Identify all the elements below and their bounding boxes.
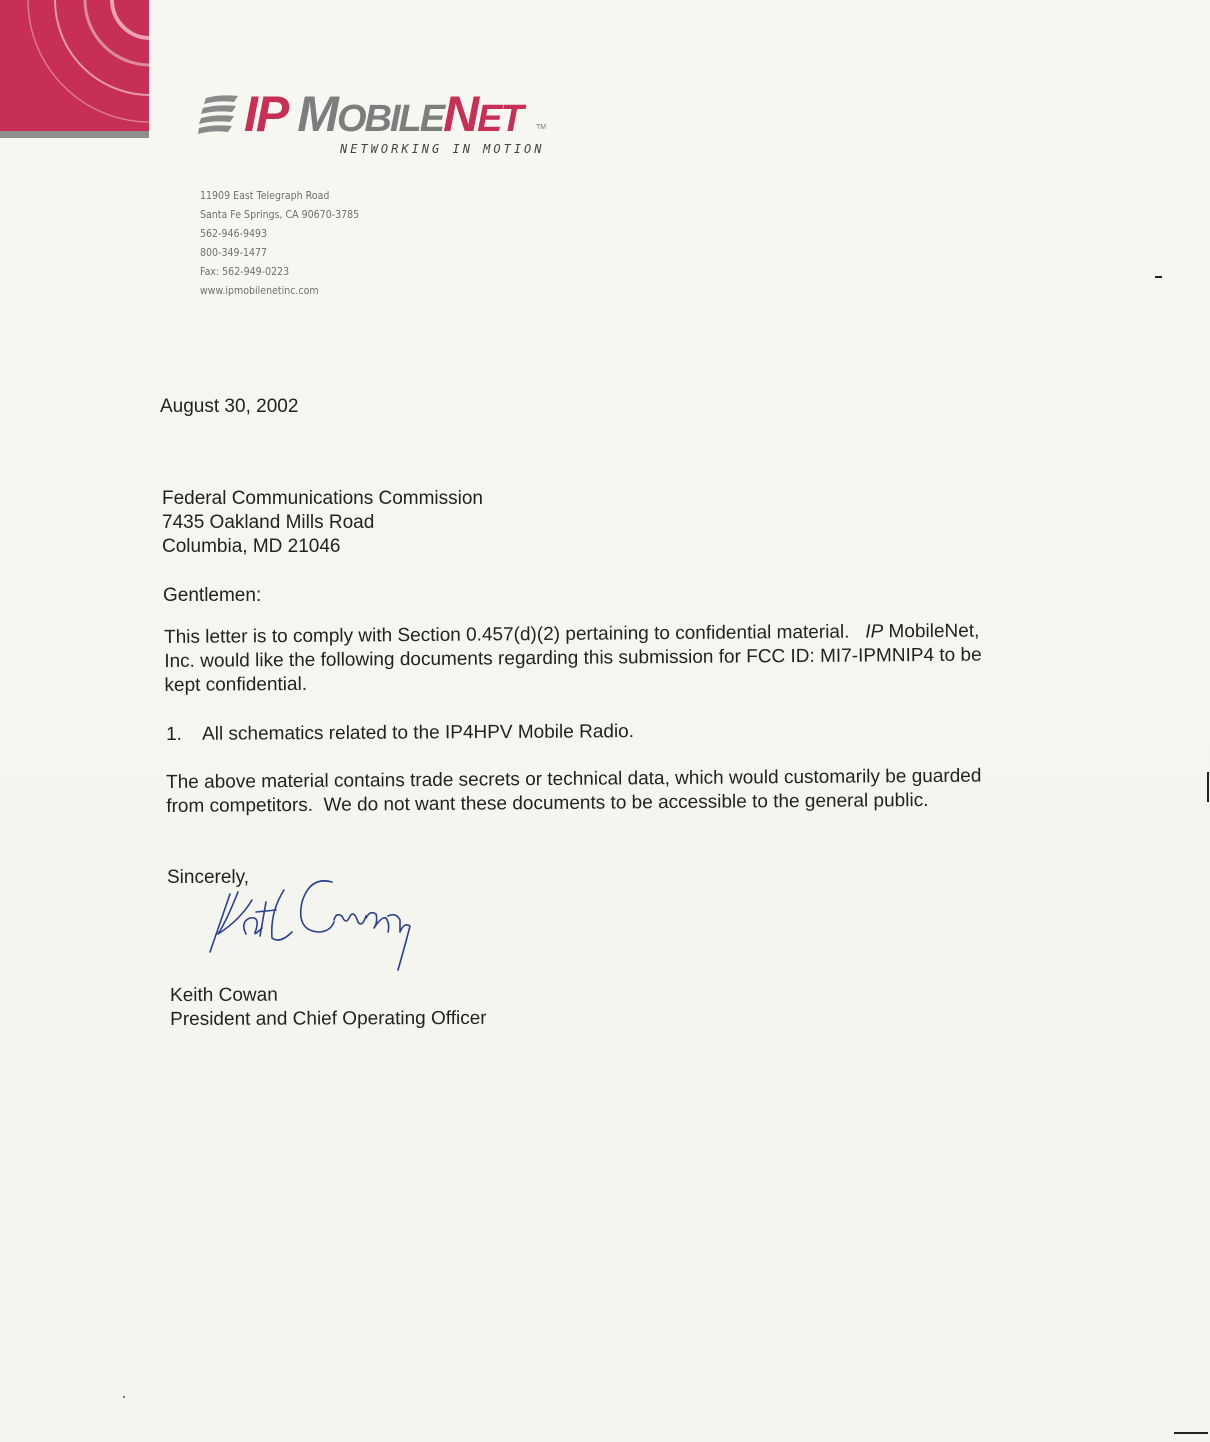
company-address (200, 186, 359, 300)
signature-image (200, 872, 420, 982)
recipient-line: 7435 Oakland Mills Road (162, 512, 375, 533)
paragraph-line: Inc. would like the following documents regarding this submission for FCC ID: MI7-IPMNIP4 to be (164, 644, 982, 672)
trademark-mark: TM (536, 124, 547, 131)
address-website: www.ipmobilenetinc.com (200, 284, 319, 297)
paragraph-text: This letter is to comply with Section 0.457(d)(2) pertaining to confidential material. (164, 621, 866, 648)
scan-mark (1174, 1432, 1208, 1434)
list-item (166, 720, 634, 747)
closing: Sincerely, (167, 867, 250, 888)
scan-mark (123, 1396, 125, 1398)
address-city: Santa Fe Springs, CA 90670-3785 (200, 208, 360, 221)
logo-wordmark: IP MOBILENET (244, 86, 522, 142)
recipient-line: Federal Communications Commission (162, 488, 483, 509)
body-paragraph (166, 765, 982, 819)
signer-block (170, 983, 487, 1032)
address-fax: Fax: 562-949-0223 (200, 265, 290, 278)
paragraph-text-italic: IP (865, 621, 884, 643)
paragraph-text: MobileNet, (883, 620, 980, 643)
list-text: All schematics related to the IP4HPV Mobile Radio. (202, 721, 635, 745)
recipient-line: Columbia, MD 21046 (162, 536, 341, 557)
paragraph-line: kept confidential. (164, 673, 308, 696)
paragraph-line: The above material contains trade secrets or technical data, which would customarily be guarded (166, 765, 982, 793)
address-tollfree: 800-349-1477 (200, 246, 268, 259)
corner-graphic (0, 0, 149, 138)
list-number: 1. (166, 723, 182, 745)
paragraph-line: from competitors. We do not want these documents to be accessible to the general public. (166, 790, 929, 817)
corner-gray-band (0, 131, 149, 138)
address-street: 11909 East Telegraph Road (200, 189, 330, 202)
scan-mark (1155, 276, 1162, 278)
letter-date: August 30, 2002 (160, 396, 299, 417)
signer-title: President and Chief Operating Officer (170, 1007, 487, 1030)
address-phone: 562-946-9493 (200, 227, 268, 240)
salutation: Gentlemen: (163, 585, 262, 606)
body-paragraph (164, 620, 982, 698)
recipient-address (162, 487, 483, 559)
scan-mark (1207, 772, 1209, 802)
logo-tagline: NETWORKING IN MOTION (340, 142, 545, 156)
signer-name: Keith Cowan (170, 984, 278, 1006)
waves-logo-icon (198, 94, 244, 138)
